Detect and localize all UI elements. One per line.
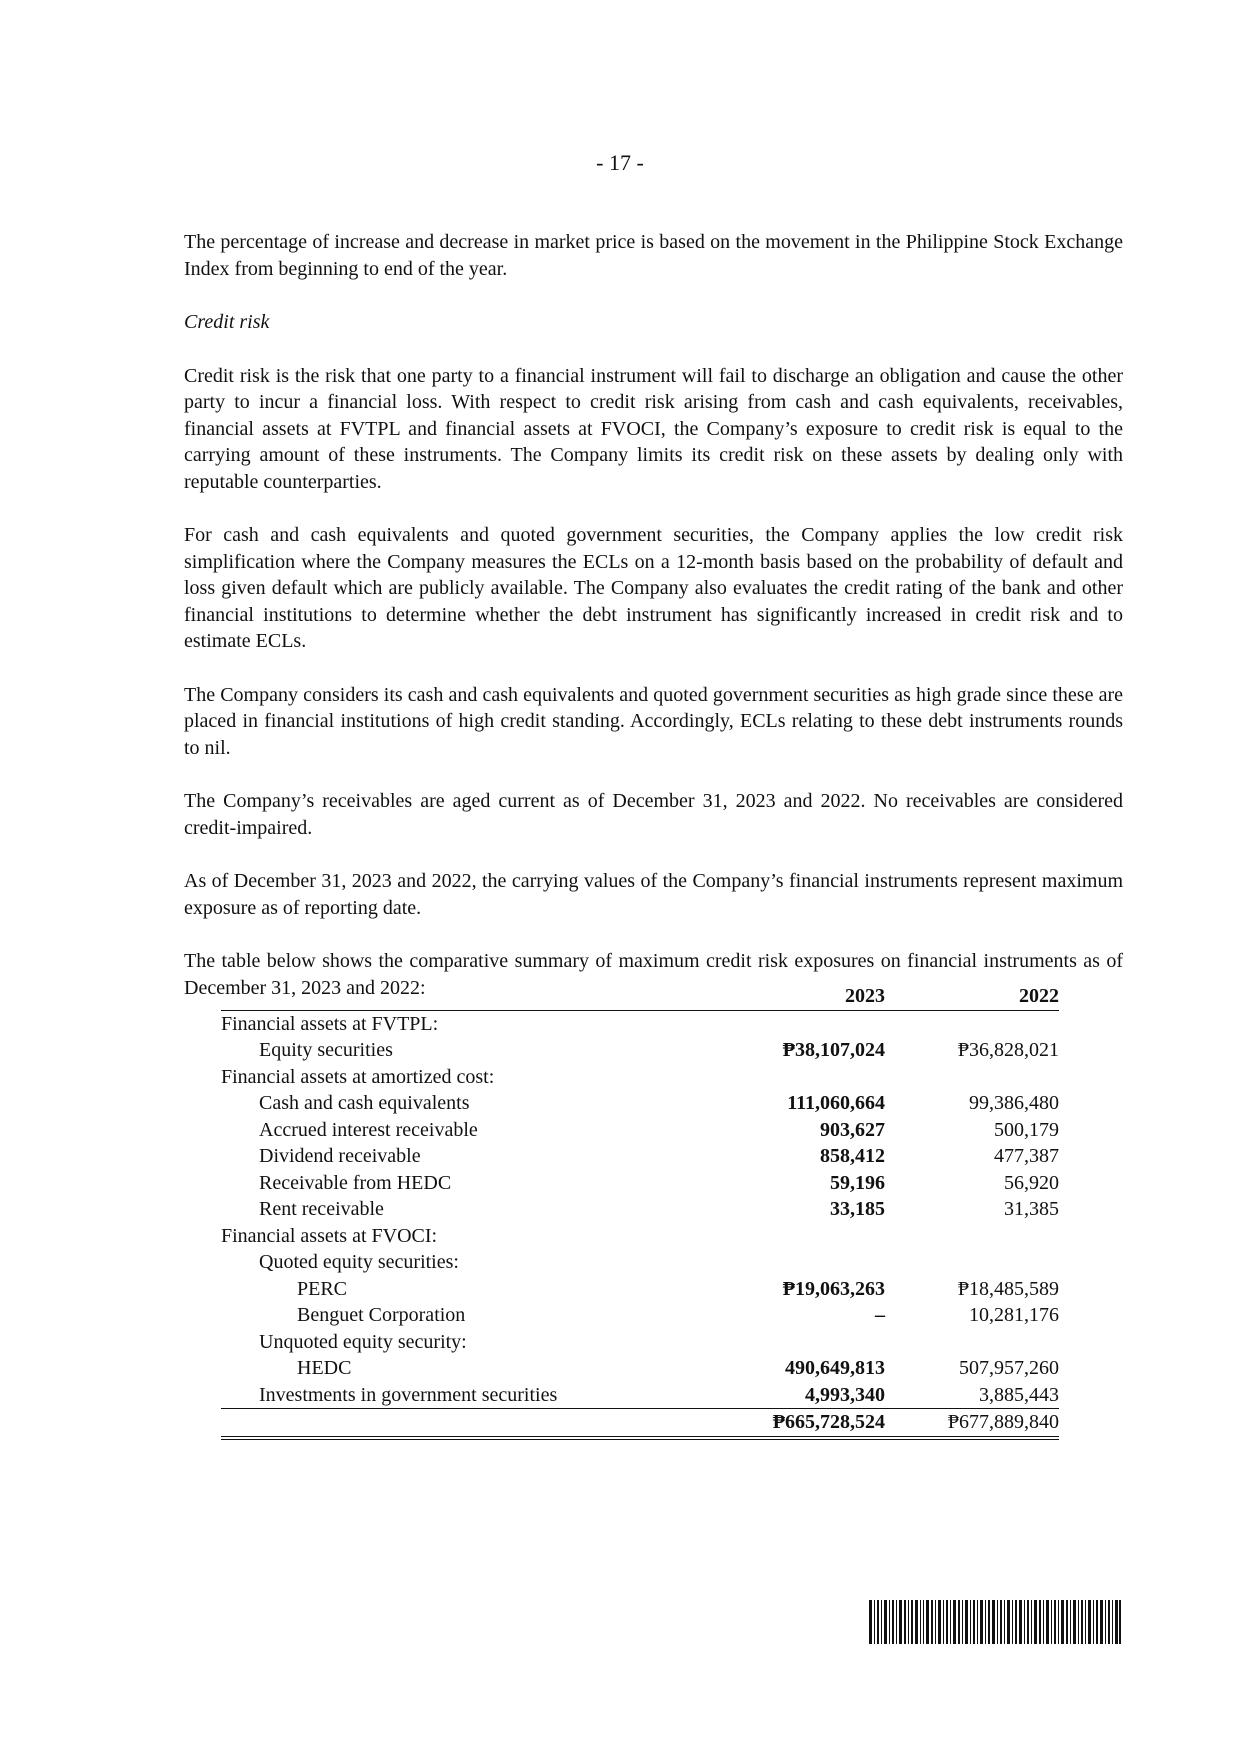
value-2022: 99,386,480 [969, 1092, 1059, 1114]
value-2023: – [875, 1304, 885, 1326]
table-row [221, 1249, 1059, 1276]
row-label: Equity securities [259, 1039, 393, 1061]
paragraph-high-grade: The Company considers its cash and cash equivalents and quoted government securities as high grade since these are placed in financial institutions of high credit standing. Accordingly, ECLs relating to these debt instruments rounds to nil. [184, 683, 1123, 759]
total-2022: ₱677,889,840 [921, 1409, 1059, 1438]
column-header-2022: 2022 [921, 983, 1059, 1010]
row-label: Financial assets at FVOCI: [221, 1224, 438, 1247]
row-label: Cash and cash equivalents [259, 1092, 470, 1114]
value-2022: 3,885,443 [921, 1382, 1059, 1409]
value-2022: 477,387 [994, 1145, 1059, 1167]
row-label: Benguet Corporation [297, 1304, 466, 1326]
table-row [221, 1117, 1059, 1144]
table-row [221, 1143, 1059, 1170]
value-2022: 56,920 [1004, 1171, 1059, 1194]
row-label: Rent receivable [259, 1198, 384, 1220]
table-row [221, 1276, 1059, 1303]
row-label: Quoted equity securities: [259, 1251, 459, 1273]
row-label: Financial assets at amortized cost: [221, 1065, 495, 1088]
credit-exposure-table [221, 983, 1059, 1440]
table-row [221, 1010, 1059, 1037]
row-label: PERC [297, 1277, 348, 1300]
row-label: Unquoted equity security: [259, 1330, 467, 1353]
value-2023: 858,412 [820, 1145, 885, 1167]
row-label: Investments in government securities [221, 1382, 747, 1409]
row-label: Receivable from HEDC [259, 1171, 452, 1194]
header-label-cell [221, 983, 747, 1010]
value-2022: 500,179 [994, 1118, 1059, 1141]
section-heading-credit-risk: Credit risk [184, 311, 270, 333]
table-row [221, 1064, 1059, 1091]
value-2023: 4,993,340 [747, 1382, 885, 1409]
table-row [221, 1329, 1059, 1356]
table-header-row [221, 983, 1059, 1010]
table-row [221, 1223, 1059, 1250]
paragraph-market-price: The percentage of increase and decrease in market price is based on the movement in the Philippine Stock Exchange Index from beginning to end of the year. [184, 231, 1123, 280]
row-label: Accrued interest receivable [259, 1118, 478, 1141]
table-row [221, 1302, 1059, 1329]
value-2023: 59,196 [830, 1171, 885, 1194]
table-row [221, 1037, 1059, 1064]
value-2023: 903,627 [820, 1118, 885, 1141]
value-2022: ₱18,485,589 [957, 1277, 1059, 1300]
row-label: HEDC [297, 1357, 352, 1379]
total-2023: ₱665,728,524 [747, 1409, 885, 1438]
table-row [221, 1382, 1059, 1409]
value-2023: 490,649,813 [785, 1357, 885, 1379]
value-2023: ₱19,063,263 [782, 1277, 885, 1300]
row-label: Dividend receivable [259, 1145, 421, 1167]
value-2022: ₱36,828,021 [957, 1039, 1059, 1061]
paragraph-maximum-exposure: As of December 31, 2023 and 2022, the carrying values of the Company’s financial instruments represent maximum exposure as of reporting date. [184, 870, 1123, 919]
table-row [221, 1355, 1059, 1382]
value-2022: 10,281,176 [969, 1304, 1059, 1326]
total-label [221, 1409, 747, 1438]
paragraph-credit-risk-definition: Credit risk is the risk that one party to a financial instrument will fail to discharge an obligation and cause the other party to incur a financial loss. With respect to credit risk arising from cash and cash equivalents, receivables, financial assets at FVTPL and financial assets at FVOCI, the Company’s exposure to credit risk is equal to the carrying amount of these instruments. The Company limits its credit risk on these assets by dealing only with reputable counterparties. [184, 364, 1123, 493]
paragraph-table-intro: The table below shows the comparative summary of maximum credit risk exposures on financial instruments as of December 31, 2023 and 2022: [184, 950, 1123, 999]
value-2023: 33,185 [830, 1198, 885, 1220]
row-label: Financial assets at FVTPL: [221, 1012, 439, 1035]
document-body [184, 229, 1123, 1001]
barcode-icon [869, 1600, 1121, 1644]
paragraph-ecl-simplification: For cash and cash equivalents and quoted government securities, the Company applies the low credit risk simplification where the Company measures the ECLs on a 12-month basis based on the probability of default and loss given default which are publicly available. The Company also evaluates the credit rating of the bank and other financial institutions to determine whether the debt instrument has significantly increased in credit risk and to estimate ECLs. [184, 524, 1123, 652]
value-2023: 111,060,664 [787, 1092, 885, 1114]
paragraph-receivables-aging: The Company’s receivables are aged current as of December 31, 2023 and 2022. No receivables are considered credit-impaired. [184, 790, 1123, 839]
table-row [221, 1170, 1059, 1197]
table-row [221, 1196, 1059, 1223]
page-number: - 17 - [596, 150, 644, 175]
column-header-2023: 2023 [747, 983, 885, 1010]
value-2022: 507,957,260 [959, 1357, 1059, 1379]
table-row [221, 1090, 1059, 1117]
total-row [221, 1409, 1059, 1438]
value-2022: 31,385 [1004, 1198, 1059, 1220]
value-2023: ₱38,107,024 [782, 1039, 885, 1061]
